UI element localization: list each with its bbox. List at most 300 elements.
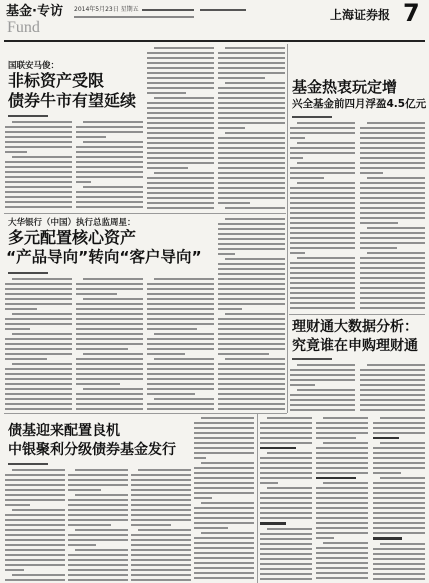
body-text-line — [147, 182, 214, 184]
body-text-line — [373, 447, 425, 449]
article-text-column — [76, 121, 143, 211]
body-text-line — [76, 328, 143, 330]
article-text-column — [147, 278, 214, 410]
body-text-line — [316, 422, 368, 424]
body-text-line — [360, 142, 425, 144]
body-text-line — [290, 409, 355, 411]
body-text-line — [12, 278, 72, 280]
body-text-line — [76, 398, 143, 400]
body-text-line — [76, 196, 143, 198]
body-text-line — [83, 388, 143, 390]
body-text-line — [373, 507, 425, 509]
body-text-line — [360, 287, 425, 289]
body-text-line — [260, 477, 312, 479]
body-text-line — [147, 373, 214, 375]
byline — [8, 463, 48, 465]
body-text-line — [5, 388, 72, 390]
body-text-line — [5, 131, 72, 133]
body-text-line — [380, 477, 425, 479]
body-text-line — [297, 162, 355, 164]
body-text-line — [373, 578, 425, 580]
body-text-line — [290, 242, 355, 244]
body-text-line — [218, 147, 285, 149]
body-text-line — [260, 482, 278, 484]
body-text-line — [194, 482, 254, 484]
body-text-line — [218, 127, 245, 129]
body-text-line — [131, 579, 191, 581]
article-divider — [4, 413, 287, 414]
body-text-line — [290, 212, 355, 214]
byline — [292, 116, 332, 118]
body-text-line — [5, 569, 24, 571]
body-text-line — [218, 202, 250, 204]
article-text-column — [194, 417, 254, 581]
body-text-line — [5, 191, 72, 193]
body-text-line — [373, 517, 425, 519]
body-text-line — [290, 172, 355, 174]
body-text-line — [316, 527, 368, 529]
body-text-line — [373, 522, 425, 524]
article-text-column — [147, 47, 214, 211]
body-text-line — [194, 492, 254, 494]
body-text-line — [260, 492, 312, 494]
body-text-line — [5, 323, 72, 325]
body-text-line — [290, 272, 355, 274]
body-text-line — [5, 393, 72, 395]
body-text-line — [260, 517, 312, 519]
body-text-line — [218, 52, 285, 54]
body-text-line — [316, 512, 368, 514]
body-text-line — [5, 353, 72, 355]
body-text-line — [147, 318, 214, 320]
header-info-line — [142, 9, 194, 11]
body-text-line — [194, 432, 254, 434]
body-text-line — [76, 368, 143, 370]
body-text-line — [147, 142, 214, 144]
body-text-line — [5, 579, 65, 581]
body-text-line — [297, 122, 355, 124]
body-text-line — [260, 538, 312, 540]
body-text-line — [260, 578, 312, 580]
body-text-line — [138, 529, 191, 531]
body-text-line — [147, 348, 214, 350]
subheading-line — [373, 437, 399, 439]
body-text-line — [218, 348, 285, 350]
body-text-line — [373, 457, 425, 459]
body-text-line — [194, 442, 254, 444]
body-text-line — [360, 262, 425, 264]
body-text-line — [360, 302, 425, 304]
body-text-line — [5, 283, 72, 285]
body-text-line — [360, 137, 425, 139]
body-text-line — [147, 353, 185, 355]
body-text-line — [131, 544, 191, 546]
body-text-line — [218, 373, 285, 375]
body-text-line — [218, 62, 285, 64]
body-text-line — [360, 404, 425, 406]
body-text-line — [201, 417, 254, 419]
body-text-line — [147, 52, 214, 54]
body-text-line — [5, 151, 27, 153]
body-text-line — [360, 369, 425, 371]
body-text-line — [147, 338, 214, 340]
body-text-line — [360, 409, 425, 411]
body-text-line — [218, 403, 285, 405]
body-text-line — [76, 408, 143, 410]
body-text-line — [194, 497, 212, 499]
body-text-line — [194, 527, 228, 529]
body-text-line — [373, 492, 425, 494]
body-text-line — [12, 156, 72, 158]
byline — [292, 358, 332, 360]
body-text-line — [147, 87, 214, 89]
byline — [8, 115, 48, 117]
article-headline: 债基迎来配置良机 — [8, 423, 120, 439]
body-text-line — [290, 277, 355, 279]
body-text-line — [76, 338, 143, 340]
body-text-line — [76, 383, 120, 385]
body-text-line — [267, 452, 312, 454]
body-text-line — [147, 308, 214, 310]
body-text-line — [68, 574, 128, 576]
article-subhead: 兴全基金前四月浮盈4.5亿元 — [292, 98, 427, 110]
body-text-line — [297, 389, 355, 391]
body-text-line — [367, 227, 425, 229]
body-text-line — [380, 417, 425, 419]
body-text-line — [260, 548, 312, 550]
body-text-line — [76, 323, 143, 325]
body-text-line — [360, 394, 425, 396]
body-text-line — [290, 394, 355, 396]
body-text-line — [218, 192, 285, 194]
body-text-line — [147, 152, 214, 154]
body-text-line — [154, 172, 214, 174]
article-divider — [4, 213, 286, 214]
body-text-line — [12, 121, 72, 123]
body-text-line — [131, 489, 191, 491]
body-text-line — [5, 368, 72, 370]
body-text-line — [290, 262, 355, 264]
body-text-line — [360, 379, 425, 381]
body-text-line — [75, 494, 128, 496]
body-text-line — [290, 379, 355, 381]
body-text-line — [260, 497, 312, 499]
body-text-line — [5, 519, 65, 521]
body-text-line — [5, 298, 72, 300]
body-text-line — [218, 318, 285, 320]
body-text-line — [76, 373, 143, 375]
body-text-line — [5, 201, 72, 203]
body-text-line — [131, 574, 191, 576]
body-text-line — [5, 318, 72, 320]
body-text-line — [218, 112, 285, 114]
body-text-line — [260, 427, 312, 429]
body-text-line — [260, 558, 312, 560]
body-text-line — [194, 467, 254, 469]
body-text-line — [76, 363, 143, 365]
body-text-line — [147, 207, 214, 209]
body-text-line — [225, 47, 285, 49]
body-text-line — [76, 288, 143, 290]
body-text-line — [290, 252, 305, 254]
body-text-line — [373, 472, 401, 474]
body-text-line — [76, 206, 143, 208]
body-text-line — [373, 553, 425, 555]
body-text-line — [5, 206, 72, 208]
body-text-line — [316, 452, 368, 454]
body-text-line — [131, 554, 191, 556]
body-text-line — [225, 313, 285, 315]
body-text-line — [83, 141, 143, 143]
body-text-line — [147, 298, 214, 300]
body-text-line — [290, 227, 355, 229]
body-text-line — [316, 497, 368, 499]
article-headline: 究竟谁在申购理财通 — [292, 338, 418, 354]
body-text-line — [218, 72, 285, 74]
body-text-line — [68, 554, 128, 556]
body-text-line — [290, 369, 355, 371]
body-text-line — [5, 494, 65, 496]
body-text-line — [260, 573, 312, 575]
body-text-line — [218, 283, 285, 285]
article-text-column — [290, 364, 355, 411]
body-text-line — [218, 137, 285, 139]
body-text-line — [373, 452, 425, 454]
body-text-line — [131, 564, 191, 566]
body-text-line — [201, 532, 254, 534]
body-text-line — [194, 547, 254, 549]
body-text-line — [147, 57, 214, 59]
body-text-line — [373, 432, 425, 434]
body-text-line — [5, 373, 72, 375]
body-text-line — [147, 107, 214, 109]
article-headline: 中银聚利分级债券基金发行 — [8, 442, 176, 458]
body-text-line — [147, 283, 214, 285]
body-text-line — [147, 137, 214, 139]
body-text-line — [68, 524, 111, 526]
body-text-line — [147, 393, 195, 395]
body-text-line — [154, 47, 214, 49]
body-text-line — [68, 559, 128, 561]
body-text-line — [147, 162, 214, 164]
article-headline: 债券牛市有望延续 — [8, 91, 137, 110]
body-text-line — [194, 517, 254, 519]
body-text-line — [218, 323, 285, 325]
column-divider — [257, 413, 258, 583]
body-text-line — [260, 432, 312, 434]
body-text-line — [154, 278, 214, 280]
body-text-line — [5, 383, 72, 385]
body-text-line — [147, 132, 214, 134]
body-text-line — [5, 338, 72, 340]
body-text-line — [316, 537, 334, 539]
body-text-line — [131, 534, 191, 536]
body-text-line — [360, 132, 425, 134]
body-text-line — [147, 197, 214, 199]
body-text-line — [260, 467, 312, 469]
body-text-line — [147, 117, 214, 119]
body-text-line — [5, 136, 72, 138]
body-text-line — [373, 422, 425, 424]
body-text-line — [68, 519, 128, 521]
body-text-line — [5, 474, 65, 476]
body-text-line — [12, 509, 65, 511]
body-text-line — [360, 242, 425, 244]
body-text-line — [360, 257, 425, 259]
article-headline: “产品导向”转向“客户导向” — [6, 248, 202, 266]
body-text-line — [360, 297, 425, 299]
page-number: 7 — [403, 0, 420, 27]
body-text-line — [360, 232, 425, 234]
body-text-line — [373, 527, 425, 529]
body-text-line — [194, 567, 254, 569]
body-text-line — [5, 293, 72, 295]
body-text-line — [147, 112, 214, 114]
body-text-line — [290, 167, 355, 169]
body-text-line — [5, 549, 65, 551]
body-text-line — [147, 157, 214, 159]
body-text-line — [290, 404, 355, 406]
body-text-line — [316, 502, 368, 504]
body-text-line — [194, 422, 254, 424]
body-text-line — [267, 487, 312, 489]
body-text-line — [373, 462, 425, 464]
body-text-line — [5, 479, 65, 481]
body-text-line — [194, 542, 254, 544]
body-text-line — [218, 102, 285, 104]
header-info-line — [200, 9, 246, 11]
body-text-line — [68, 499, 128, 501]
body-text-line — [194, 457, 206, 459]
body-text-line — [76, 126, 143, 128]
body-text-line — [147, 122, 214, 124]
body-text-line — [5, 403, 72, 405]
body-text-line — [76, 318, 143, 320]
body-text-line — [218, 308, 242, 310]
body-text-line — [12, 333, 72, 335]
article-text-column — [218, 47, 285, 211]
body-text-line — [316, 432, 368, 434]
body-text-line — [83, 186, 143, 188]
body-text-line — [194, 487, 254, 489]
body-text-line — [360, 212, 425, 214]
article-text-column — [360, 364, 425, 411]
body-text-line — [323, 482, 368, 484]
body-text-line — [360, 282, 425, 284]
body-text-line — [5, 504, 30, 506]
body-text-line — [218, 298, 285, 300]
body-text-line — [218, 117, 285, 119]
body-text-line — [290, 147, 355, 149]
body-text-line — [68, 544, 96, 546]
body-text-line — [225, 358, 285, 360]
body-text-line — [360, 127, 425, 129]
body-text-line — [131, 484, 191, 486]
body-text-line — [147, 62, 214, 64]
body-text-line — [5, 196, 72, 198]
body-text-line — [316, 562, 368, 564]
body-text-line — [323, 542, 368, 544]
body-text-line — [373, 427, 425, 429]
body-text-line — [83, 278, 143, 280]
body-text-line — [360, 217, 425, 219]
body-text-line — [147, 192, 214, 194]
body-text-line — [218, 393, 285, 395]
body-text-line — [147, 328, 197, 330]
body-text-line — [147, 187, 214, 189]
body-text-line — [218, 353, 269, 355]
body-text-line — [290, 157, 303, 159]
body-text-line — [373, 563, 425, 565]
body-text-line — [267, 528, 312, 530]
body-text-line — [218, 238, 285, 240]
body-text-line — [218, 77, 265, 79]
body-text-line — [360, 172, 383, 174]
body-text-line — [218, 228, 285, 230]
body-text-line — [147, 363, 214, 365]
article-text-column — [373, 417, 425, 581]
header-info-line — [74, 16, 194, 18]
body-text-line — [316, 552, 368, 554]
body-text-line — [76, 403, 143, 405]
body-text-line — [290, 202, 355, 204]
body-text-line — [76, 308, 143, 310]
body-text-line — [218, 243, 285, 245]
body-text-line — [154, 358, 214, 360]
body-text-line — [218, 87, 285, 89]
article-kicker: 大华银行（中国）执行总监周星： — [8, 218, 136, 228]
body-text-line — [290, 384, 315, 386]
body-text-line — [290, 177, 324, 179]
body-text-line — [360, 292, 425, 294]
body-text-line — [360, 182, 425, 184]
newspaper-logo: 上海证券报 — [330, 8, 391, 22]
body-text-line — [68, 569, 128, 571]
body-text-line — [5, 564, 65, 566]
body-text-line — [5, 161, 72, 163]
body-text-line — [218, 268, 285, 270]
body-text-line — [5, 166, 72, 168]
article-headline: 非标资产受限 — [8, 71, 105, 90]
article-text-column — [5, 121, 72, 211]
body-text-line — [147, 167, 188, 169]
body-text-line — [5, 539, 65, 541]
body-text-line — [373, 467, 425, 469]
body-text-line — [131, 479, 191, 481]
body-text-line — [360, 197, 425, 199]
article-text-column — [218, 218, 285, 410]
body-text-line — [147, 303, 214, 305]
body-text-line — [147, 72, 214, 74]
body-text-line — [201, 462, 254, 464]
body-text-line — [360, 399, 425, 401]
body-text-line — [154, 333, 214, 335]
body-text-line — [76, 378, 143, 380]
body-text-line — [68, 564, 128, 566]
body-text-line — [360, 202, 425, 204]
body-text-line — [5, 529, 65, 531]
body-text-line — [5, 514, 65, 516]
body-text-line — [360, 157, 425, 159]
body-text-line — [75, 469, 128, 471]
body-text-line — [290, 297, 355, 299]
body-text-line — [147, 177, 214, 179]
body-text-line — [218, 263, 285, 265]
article-headline: 基金热衷玩定增 — [292, 78, 398, 96]
body-text-line — [360, 152, 425, 154]
body-text-line — [225, 82, 285, 84]
byline — [8, 272, 48, 274]
